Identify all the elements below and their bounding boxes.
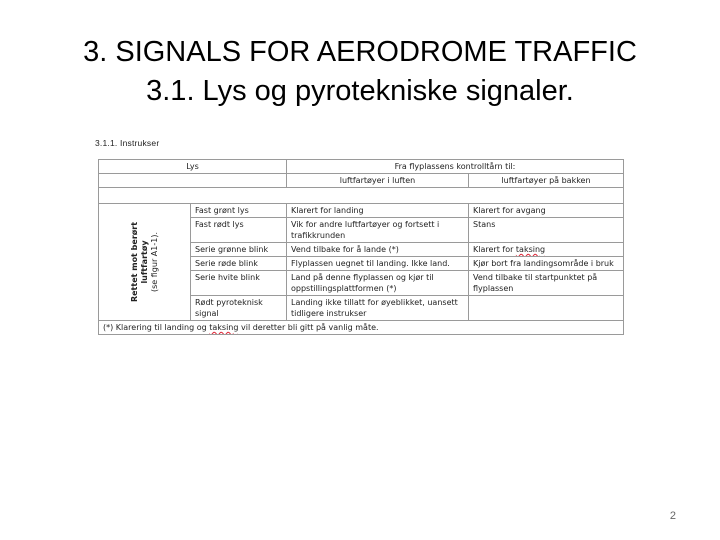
ground-cell [469,296,624,321]
side-label-line1: Rettet mot berørt [129,221,139,303]
header-air: luftfartøyer i luften [287,174,469,188]
document-caption: 3.1.1. Instrukser [95,138,160,148]
signal-cell: Fast rødt lys [191,218,287,243]
signal-cell: Rødt pyroteknisk signal [191,296,287,321]
ground-cell [469,243,624,257]
side-label-line3: (se figur A1-1). [149,232,159,292]
signal-cell: Fast grønt lys [191,204,287,218]
table-subheader-row [99,174,624,188]
air-cell: Vik for andre luftfartøyer og fortsett i trafikkrunden [287,218,469,243]
header-ground: luftfartøyer på bakken [469,174,624,188]
table-row [99,204,624,218]
air-cell: Landing ikke tillatt for øyeblikket, uansett tidligere instrukser [287,296,469,321]
air-cell: Land på denne flyplassen og kjør til oppstillingsplattformen (*) [287,271,469,296]
header-lys: Lys [99,160,287,174]
table-spacer-row [99,188,624,204]
footnote-marked: taksing [209,323,239,332]
slide-title: 3. SIGNALS FOR AERODROME TRAFFIC [83,36,637,68]
ground-cell: Vend tilbake til startpunktet på flyplassen [469,271,624,296]
ground-cell-marked: taksing [515,245,546,254]
footnote [99,321,624,335]
footnote-text-end: vil deretter bli gitt på vanlig måte. [238,323,379,332]
table-header-row [99,160,624,174]
ground-cell: Kjør bort fra landingsområde i bruk [469,257,624,271]
air-cell: Klarert for landing [287,204,469,218]
side-label-line2: luftfartøy [139,240,149,284]
signal-cell: Serie grønne blink [191,243,287,257]
signal-cell: Serie hvite blink [191,271,287,296]
table-footnote-row [99,321,624,335]
air-cell: Vend tilbake for å lande (*) [287,243,469,257]
air-cell: Flyplassen uegnet til landing. Ikke land. [287,257,469,271]
subheader-empty [99,174,287,188]
ground-cell-text: Klarert for [473,245,516,254]
slide-subtitle: 3.1. Lys og pyrotekniske signaler. [146,75,574,107]
footnote-text: (*) Klarering til landing og [103,323,210,332]
header-group: Fra flyplassens kontrolltårn til: [287,160,624,174]
ground-cell: Stans [469,218,624,243]
ground-cell: Klarert for avgang [469,204,624,218]
page-number: 2 [669,510,676,522]
signals-table [98,159,624,335]
signal-cell: Serie røde blink [191,257,287,271]
side-label [99,204,191,321]
